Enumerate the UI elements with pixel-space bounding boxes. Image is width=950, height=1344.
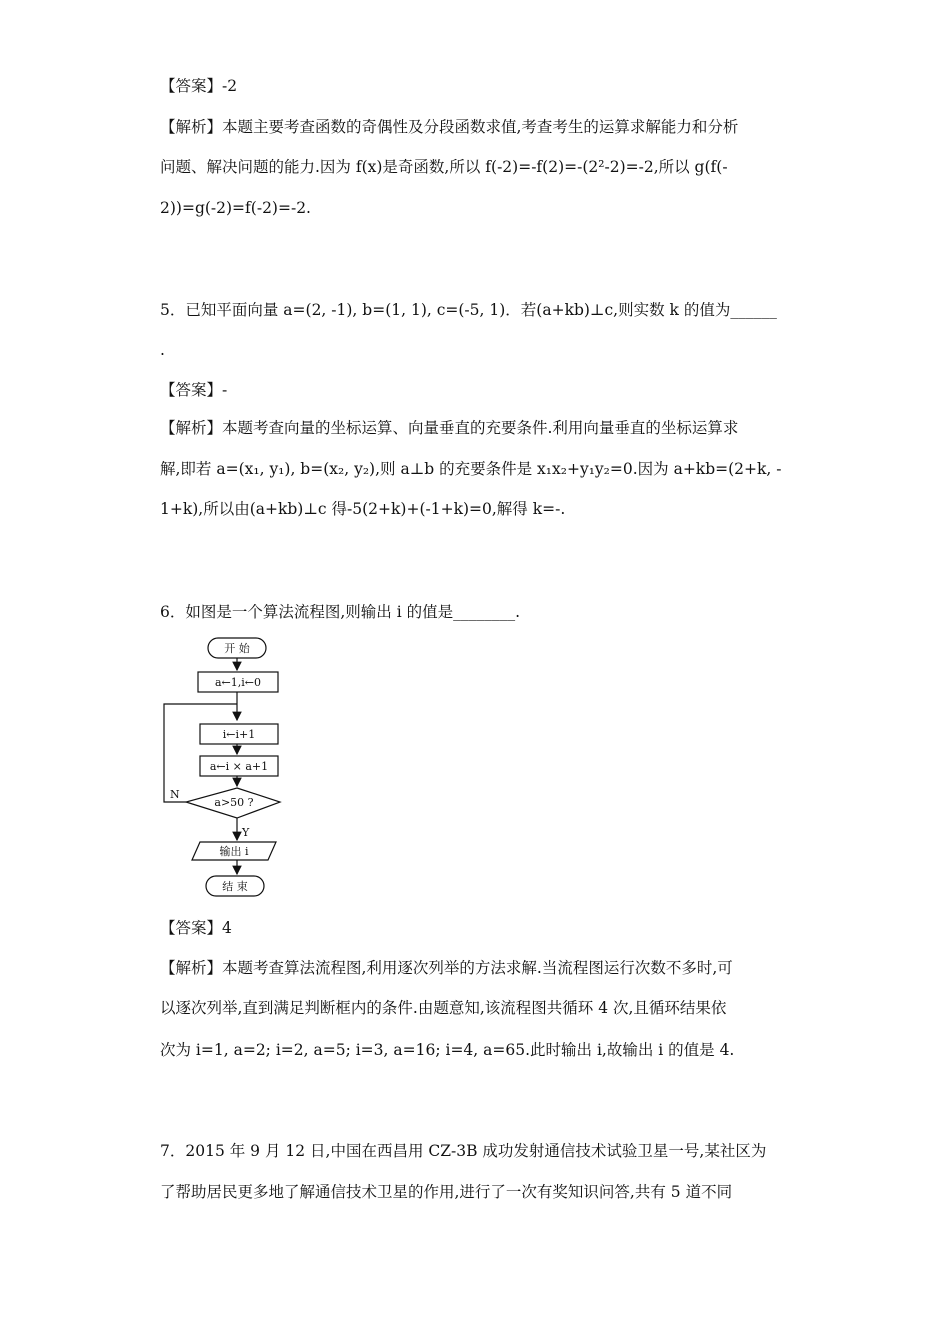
end-label: 结 束 (222, 880, 248, 893)
question-text: 了帮助居民更多地了解通信技术卫星的作用,进行了一次有奖知识问答,共有 5 道不同 (160, 1183, 733, 1201)
analysis-line: 【解析】本题考查向量的坐标运算、向量垂直的充要条件.利用向量垂直的坐标运算求 (160, 419, 739, 437)
init-label: a←1,i←0 (214, 676, 262, 689)
yes-label: Y (242, 826, 250, 839)
no-label: N (170, 788, 180, 801)
analysis-line: 【解析】本题主要考查函数的奇偶性及分段函数求值,考查考生的运算求解能力和分析 (160, 118, 739, 136)
decision-label: a>50 ? (214, 796, 254, 809)
output-label: 输出 i (219, 845, 249, 858)
question-text: 5．已知平面向量 a=(2, -1), b=(1, 1), c=(-5, 1)．若(a+kb)⊥c,则实数 k 的值为______ (160, 301, 777, 319)
analysis-line: 1+k),所以由(a+kb)⊥c 得-5(2+k)+(-1+k)=0,解得 k=-. (160, 500, 566, 518)
step1-label: i←i+1 (222, 728, 256, 741)
answer-line: 【答案】4 (160, 919, 232, 937)
answer-line: 【答案】-2 (160, 77, 238, 95)
question-text: . (160, 341, 165, 359)
start-label: 开 始 (224, 642, 250, 655)
analysis-line: 问题、解决问题的能力.因为 f(x)是奇函数,所以 f(-2)=-f(2)=-(2²-2)=-2,所以 g(f(- (160, 158, 728, 176)
step2-label: a←i × a+1 (209, 760, 269, 773)
analysis-line: 解,即若 a=(x₁, y₁), b=(x₂, y₂),则 a⊥b 的充要条件是 x₁x₂+y₁y₂=0.因为 a+kb=(2+k, - (160, 460, 782, 478)
analysis-line: 【解析】本题考查算法流程图,利用逐次列举的方法求解.当流程图运行次数不多时,可 (160, 959, 733, 977)
flowchart (150, 632, 300, 902)
answer-line: 【答案】- (160, 381, 228, 399)
analysis-line: 次为 i=1, a=2; i=2, a=5; i=3, a=16; i=4, a=65.此时输出 i,故输出 i 的值是 4. (160, 1041, 735, 1059)
analysis-line: 2))=g(-2)=f(-2)=-2. (160, 199, 311, 217)
analysis-line: 以逐次列举,直到满足判断框内的条件.由题意知,该流程图共循环 4 次,且循环结果依 (160, 999, 727, 1017)
question-text: 7．2015 年 9 月 12 日,中国在西昌用 CZ-3B 成功发射通信技术试验卫星一号,某社区为 (160, 1142, 767, 1160)
question-text: 6．如图是一个算法流程图,则输出 i 的值是________. (160, 603, 521, 621)
